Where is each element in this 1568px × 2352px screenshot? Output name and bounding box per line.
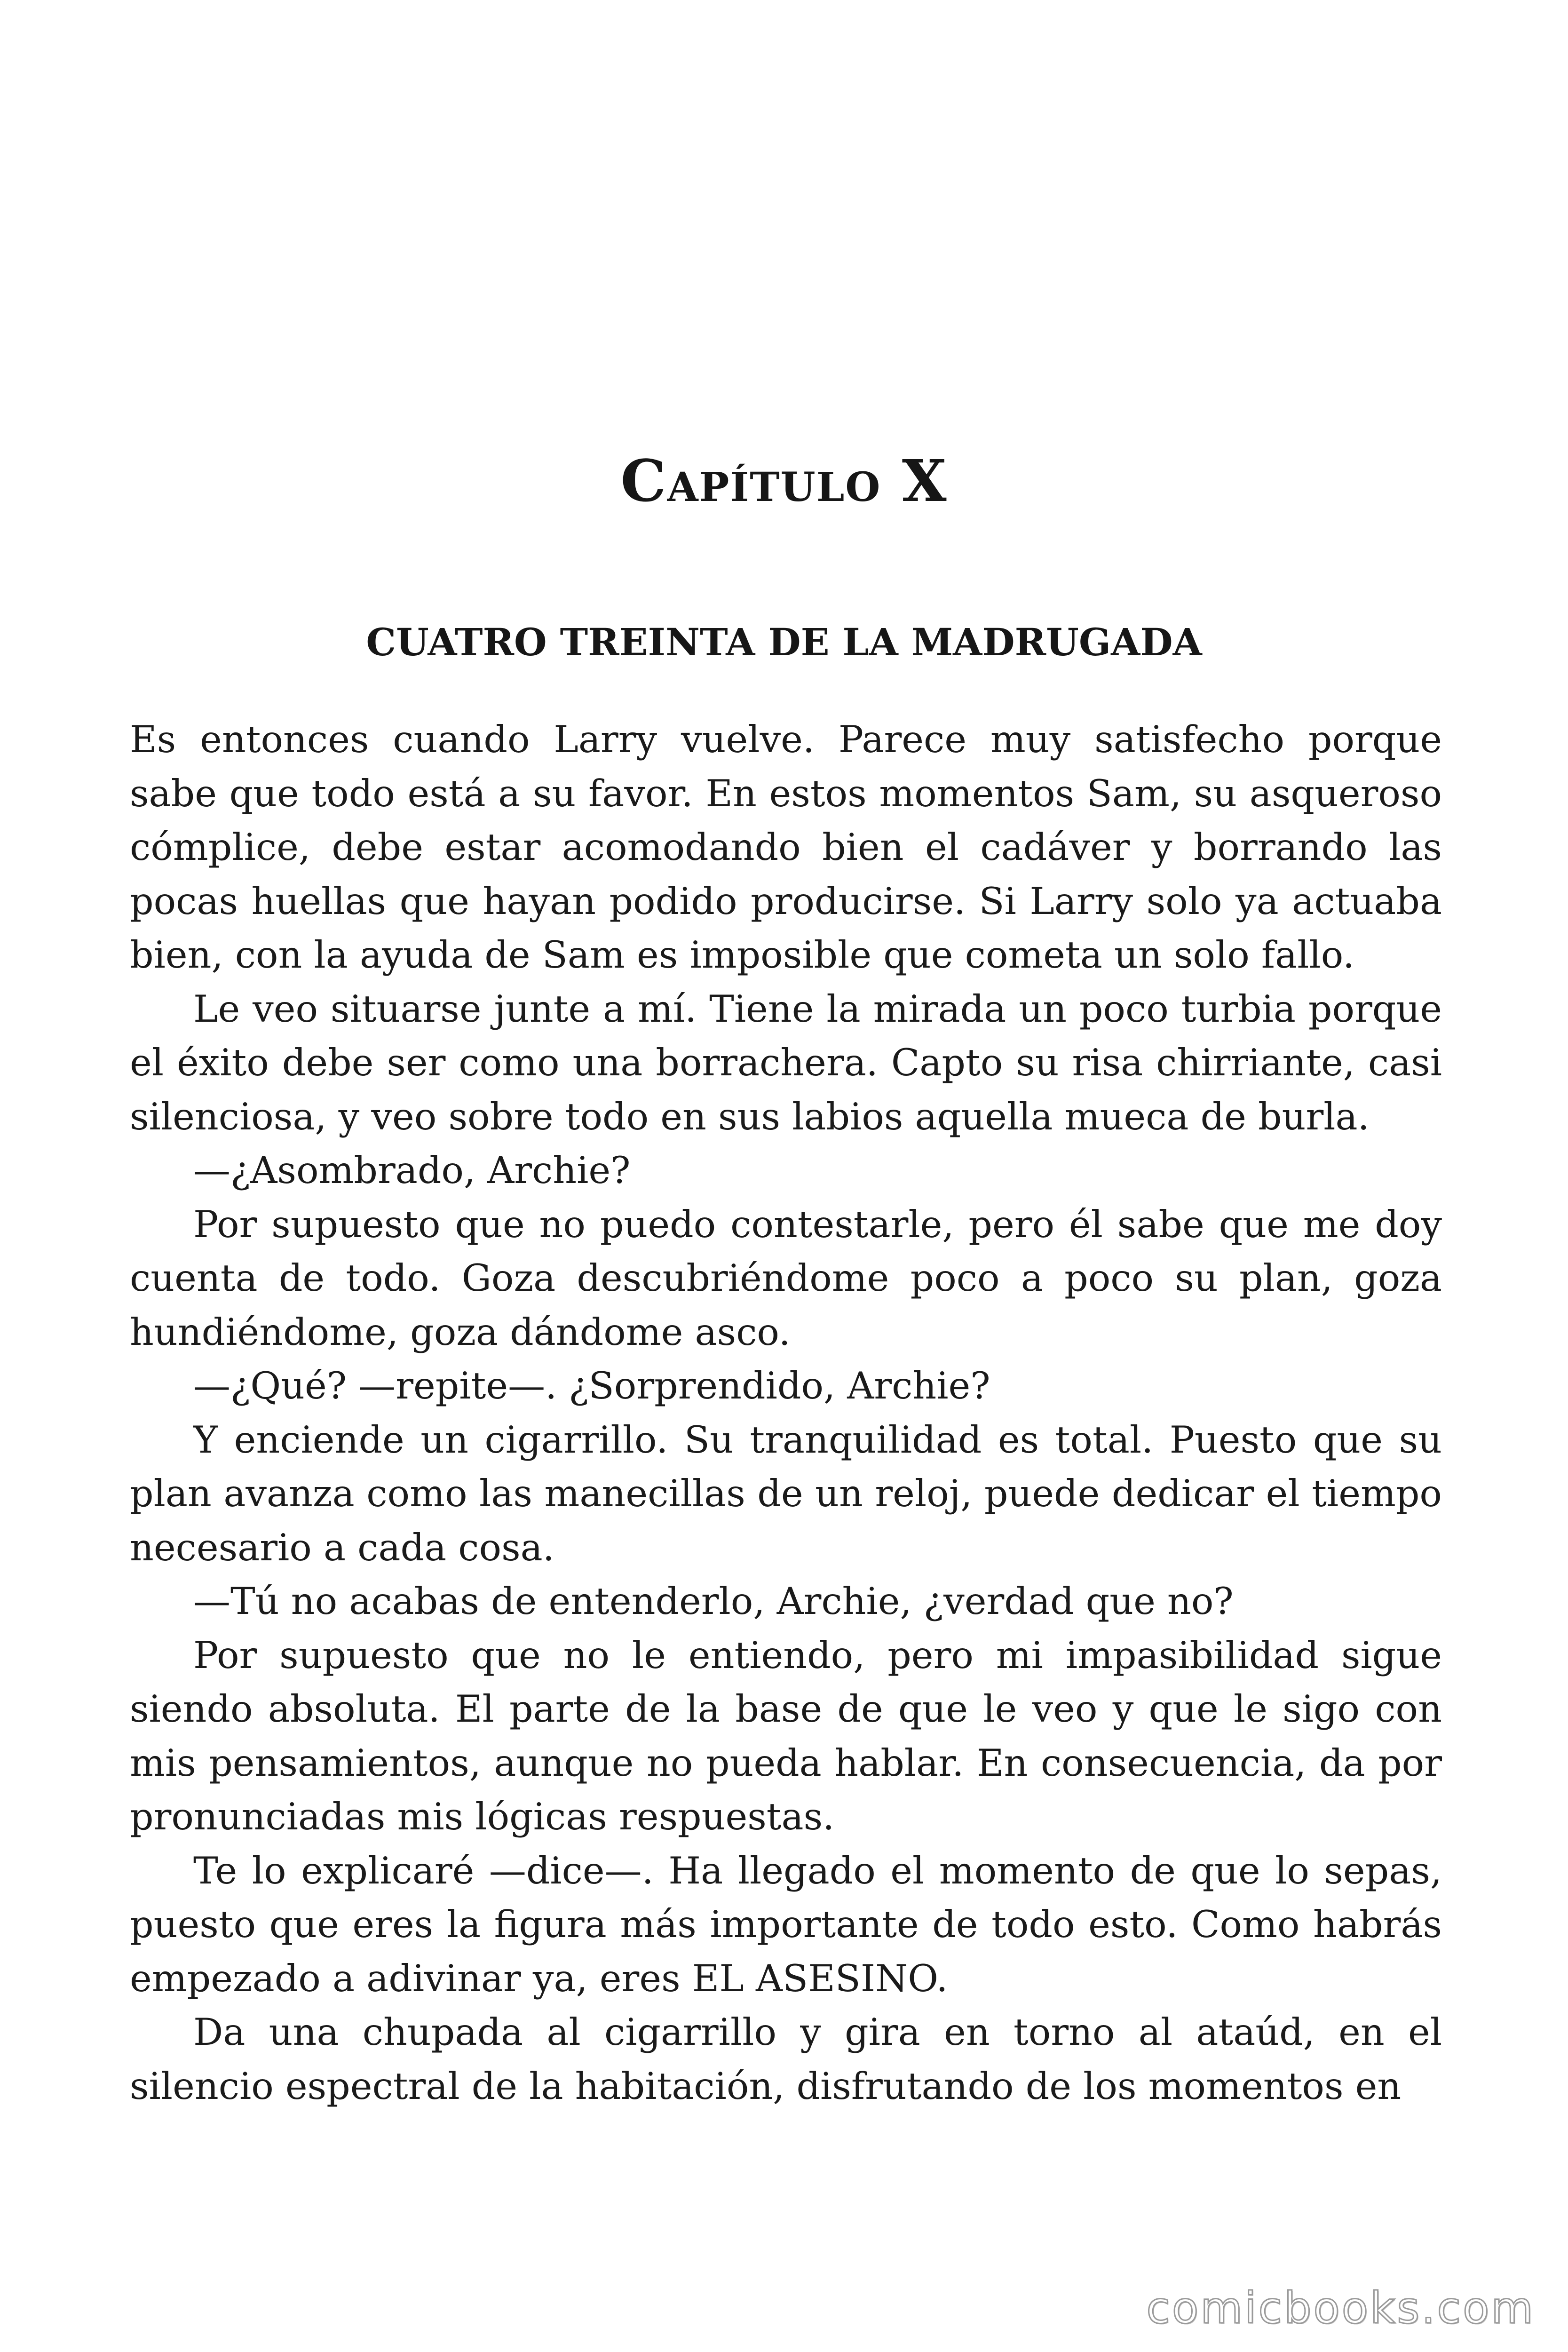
paragraph: Por supuesto que no le entiendo, pero mi impasibilidad sigue siendo absoluta. El parte de la base de que le veo y que le sigo con mis pensamientos, aunque no pueda hablar. En consecuencia, da por pronunciadas mis lógicas respuestas. [130, 1633, 1442, 1838]
paragraph: Y enciende un cigarrillo. Su tranquilidad es total. Puesto que su plan avanza como las manecillas de un reloj, puede dedicar el tiempo necesario a cada cosa. [130, 1418, 1442, 1569]
paragraph: —¿Asombrado, Archie? [193, 1149, 631, 1192]
chapter-body [130, 713, 1442, 2113]
paragraph: —Tú no acabas de entenderlo, Archie, ¿verdad que no? [193, 1580, 1234, 1623]
paragraph: Es entonces cuando Larry vuelve. Parece muy satisfecho porque sabe que todo está a su favor. En estos momentos Sam, su asqueroso cómplice, debe estar acomodando bien el cadáver y borrando las pocas huellas que hayan podido producirse. Si Larry solo ya actuaba bien, con la ayuda de Sam es imposible que cometa un solo fallo. [130, 718, 1442, 977]
paragraph: Da una chupada al cigarrillo y gira en torno al ataúd, en el silencio espectral de la habitación, disfrutando de los momentos en [130, 2010, 1442, 2108]
paragraph: —¿Qué? —repite—. ¿Sorprendido, Archie? [193, 1364, 990, 1407]
paragraph: Te lo explicaré —dice—. Ha llegado el momento de que lo sepas, puesto que eres la figura más importante de todo esto. Como habrás empezado a adivinar ya, eres EL ASESINO. [130, 1849, 1442, 2000]
chapter-title: Capítulo X [620, 447, 948, 515]
paragraph: Por supuesto que no puedo contestarle, pero él sabe que me doy cuenta de todo. Goza descubriéndome poco a poco su plan, goza hundiéndome, goza dándome asco. [130, 1202, 1442, 1354]
chapter-subtitle: CUATRO TREINTA DE LA MADRUGADA [366, 620, 1202, 664]
paragraph: Le veo situarse junte a mí. Tiene la mirada un poco turbia porque el éxito debe ser como una borrachera. Capto su risa chirriante, casi silenciosa, y veo sobre todo en sus labios aquella mueca de burla. [130, 987, 1442, 1138]
watermark: comicbooks.com [1146, 2283, 1535, 2333]
